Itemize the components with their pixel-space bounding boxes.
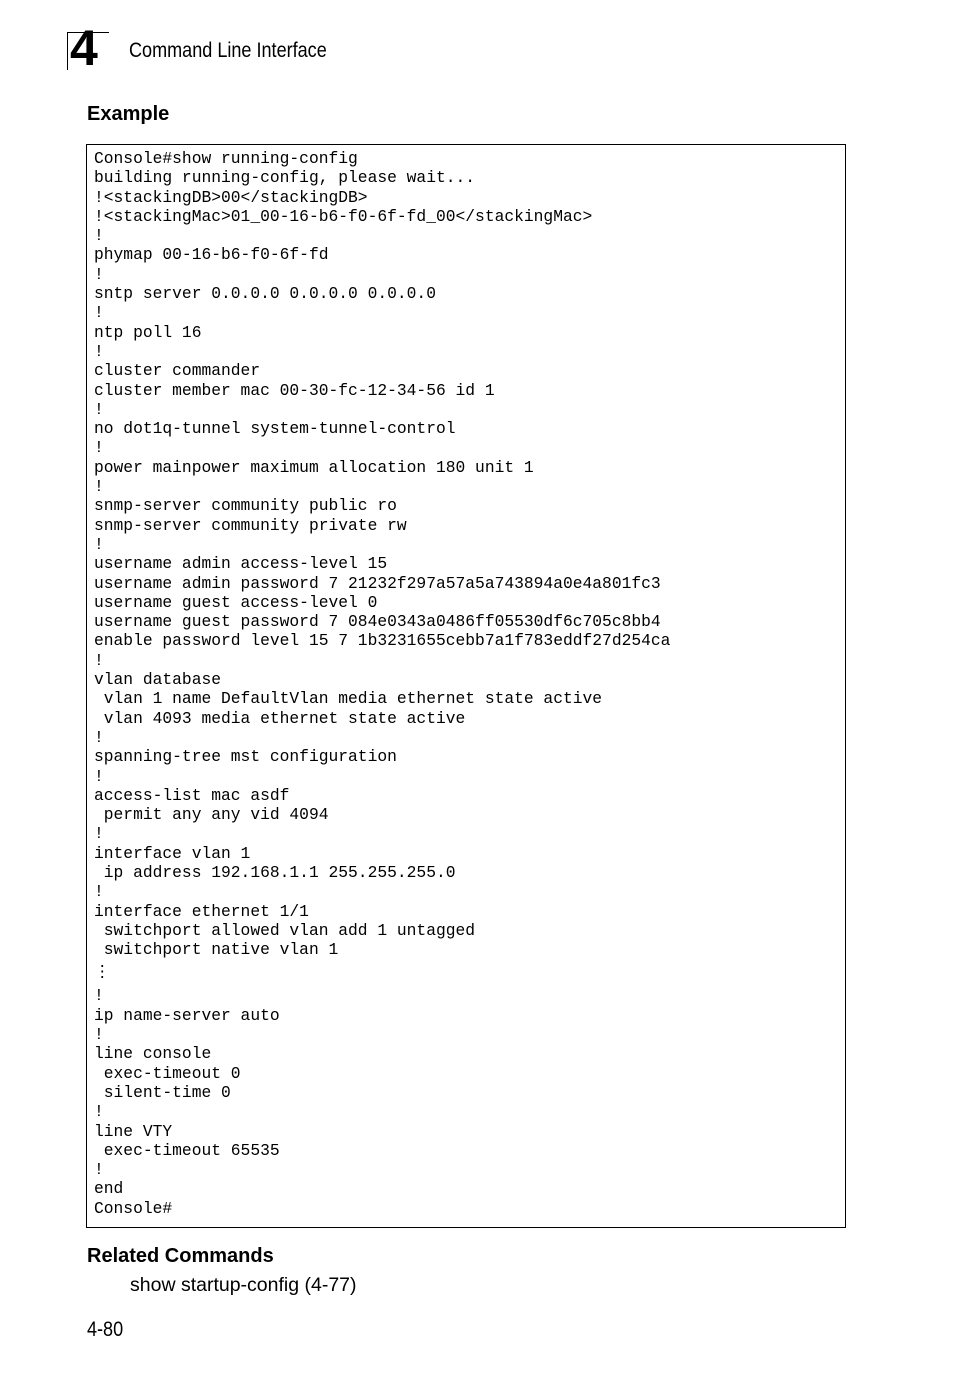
code-line: no dot1q-tunnel system-tunnel-control xyxy=(94,419,456,439)
example-heading: Example xyxy=(87,103,170,125)
code-line: !<stackingMac>01_00-16-b6-f0-6f-fd_00</stackingMac> xyxy=(94,206,593,226)
code-line: !<stackingDB>00</stackingDB> xyxy=(94,187,368,207)
code-line: ! xyxy=(94,438,104,458)
code-line: spanning-tree mst configuration xyxy=(94,747,397,767)
code-line: switchport native vlan 1 xyxy=(94,940,339,960)
code-line: ! xyxy=(94,727,104,747)
code-line: ip name-server auto xyxy=(94,1005,280,1025)
code-line: username admin password 7 21232f297a57a5a743894a0e4a801fc3 xyxy=(94,573,661,593)
related-command-item: show startup-config (4-77) xyxy=(130,1274,357,1296)
code-line: silent-time 0 xyxy=(94,1082,231,1102)
code-line: end xyxy=(94,1179,124,1199)
code-line: ! xyxy=(94,226,104,246)
code-line: vlan database xyxy=(94,670,222,690)
code-line: exec-timeout 65535 xyxy=(94,1140,280,1160)
code-line: access-list mac asdf xyxy=(94,785,290,805)
code-line: cluster commander xyxy=(94,361,261,381)
code-line: snmp-server community private rw xyxy=(94,515,407,535)
code-line: cluster member mac 00-30-fc-12-34-56 id 1 xyxy=(94,380,495,400)
code-line: interface vlan 1 xyxy=(94,843,251,863)
code-line: ntp poll 16 xyxy=(94,322,202,342)
code-line: phymap 00-16-b6-f0-6f-fd xyxy=(94,245,329,265)
code-line: vlan 1 name DefaultVlan media ethernet state active xyxy=(94,689,603,709)
code-line: Console# xyxy=(94,1198,173,1218)
code-line: ! xyxy=(94,1160,104,1180)
code-line: permit any any vid 4094 xyxy=(94,805,329,825)
code-example-box xyxy=(86,144,846,1228)
code-line: username guest password 7 084e0343a0486ff05530df6c705c8bb4 xyxy=(94,612,661,632)
code-line: exec-timeout 0 xyxy=(94,1063,241,1083)
code-line: power mainpower maximum allocation 180 unit 1 xyxy=(94,457,534,477)
code-line: building running-config, please wait... xyxy=(94,168,476,188)
code-line: ! xyxy=(94,650,104,670)
code-line: ! xyxy=(94,264,104,284)
code-line: ! xyxy=(94,1102,104,1122)
code-line: ! xyxy=(94,766,104,786)
code-line: vlan 4093 media ethernet state active xyxy=(94,708,466,728)
chapter-number: 4 xyxy=(70,20,97,76)
code-line: interface ethernet 1/1 xyxy=(94,901,309,921)
code-ellipsis: ⋮ xyxy=(94,963,111,983)
code-line: username guest access-level 0 xyxy=(94,592,378,612)
code-line: username admin access-level 15 xyxy=(94,554,388,574)
code-line: ! xyxy=(94,824,104,844)
code-line: Console#show running-config xyxy=(94,149,358,168)
page-number: 4-80 xyxy=(87,1318,124,1341)
code-line: ! xyxy=(94,882,104,902)
code-line: ! xyxy=(94,986,104,1006)
header-title: Command Line Interface xyxy=(129,39,327,62)
code-line: ! xyxy=(94,341,104,361)
code-line: ! xyxy=(94,399,104,419)
code-listing xyxy=(94,149,841,1218)
code-line: ! xyxy=(94,303,104,323)
code-line: ip address 192.168.1.1 255.255.255.0 xyxy=(94,862,456,882)
code-line: snmp-server community public ro xyxy=(94,496,397,516)
code-line: sntp server 0.0.0.0 0.0.0.0 0.0.0.0 xyxy=(94,284,436,304)
code-line: ! xyxy=(94,477,104,497)
code-line: ! xyxy=(94,534,104,554)
related-commands-heading: Related Commands xyxy=(87,1245,274,1267)
code-line: line VTY xyxy=(94,1121,173,1141)
code-line: ! xyxy=(94,1025,104,1045)
chapter-badge xyxy=(67,20,109,76)
code-line: switchport allowed vlan add 1 untagged xyxy=(94,920,476,940)
code-line: line console xyxy=(94,1044,212,1064)
code-line: enable password level 15 7 1b3231655cebb7a1f783eddf27d254ca xyxy=(94,631,671,651)
